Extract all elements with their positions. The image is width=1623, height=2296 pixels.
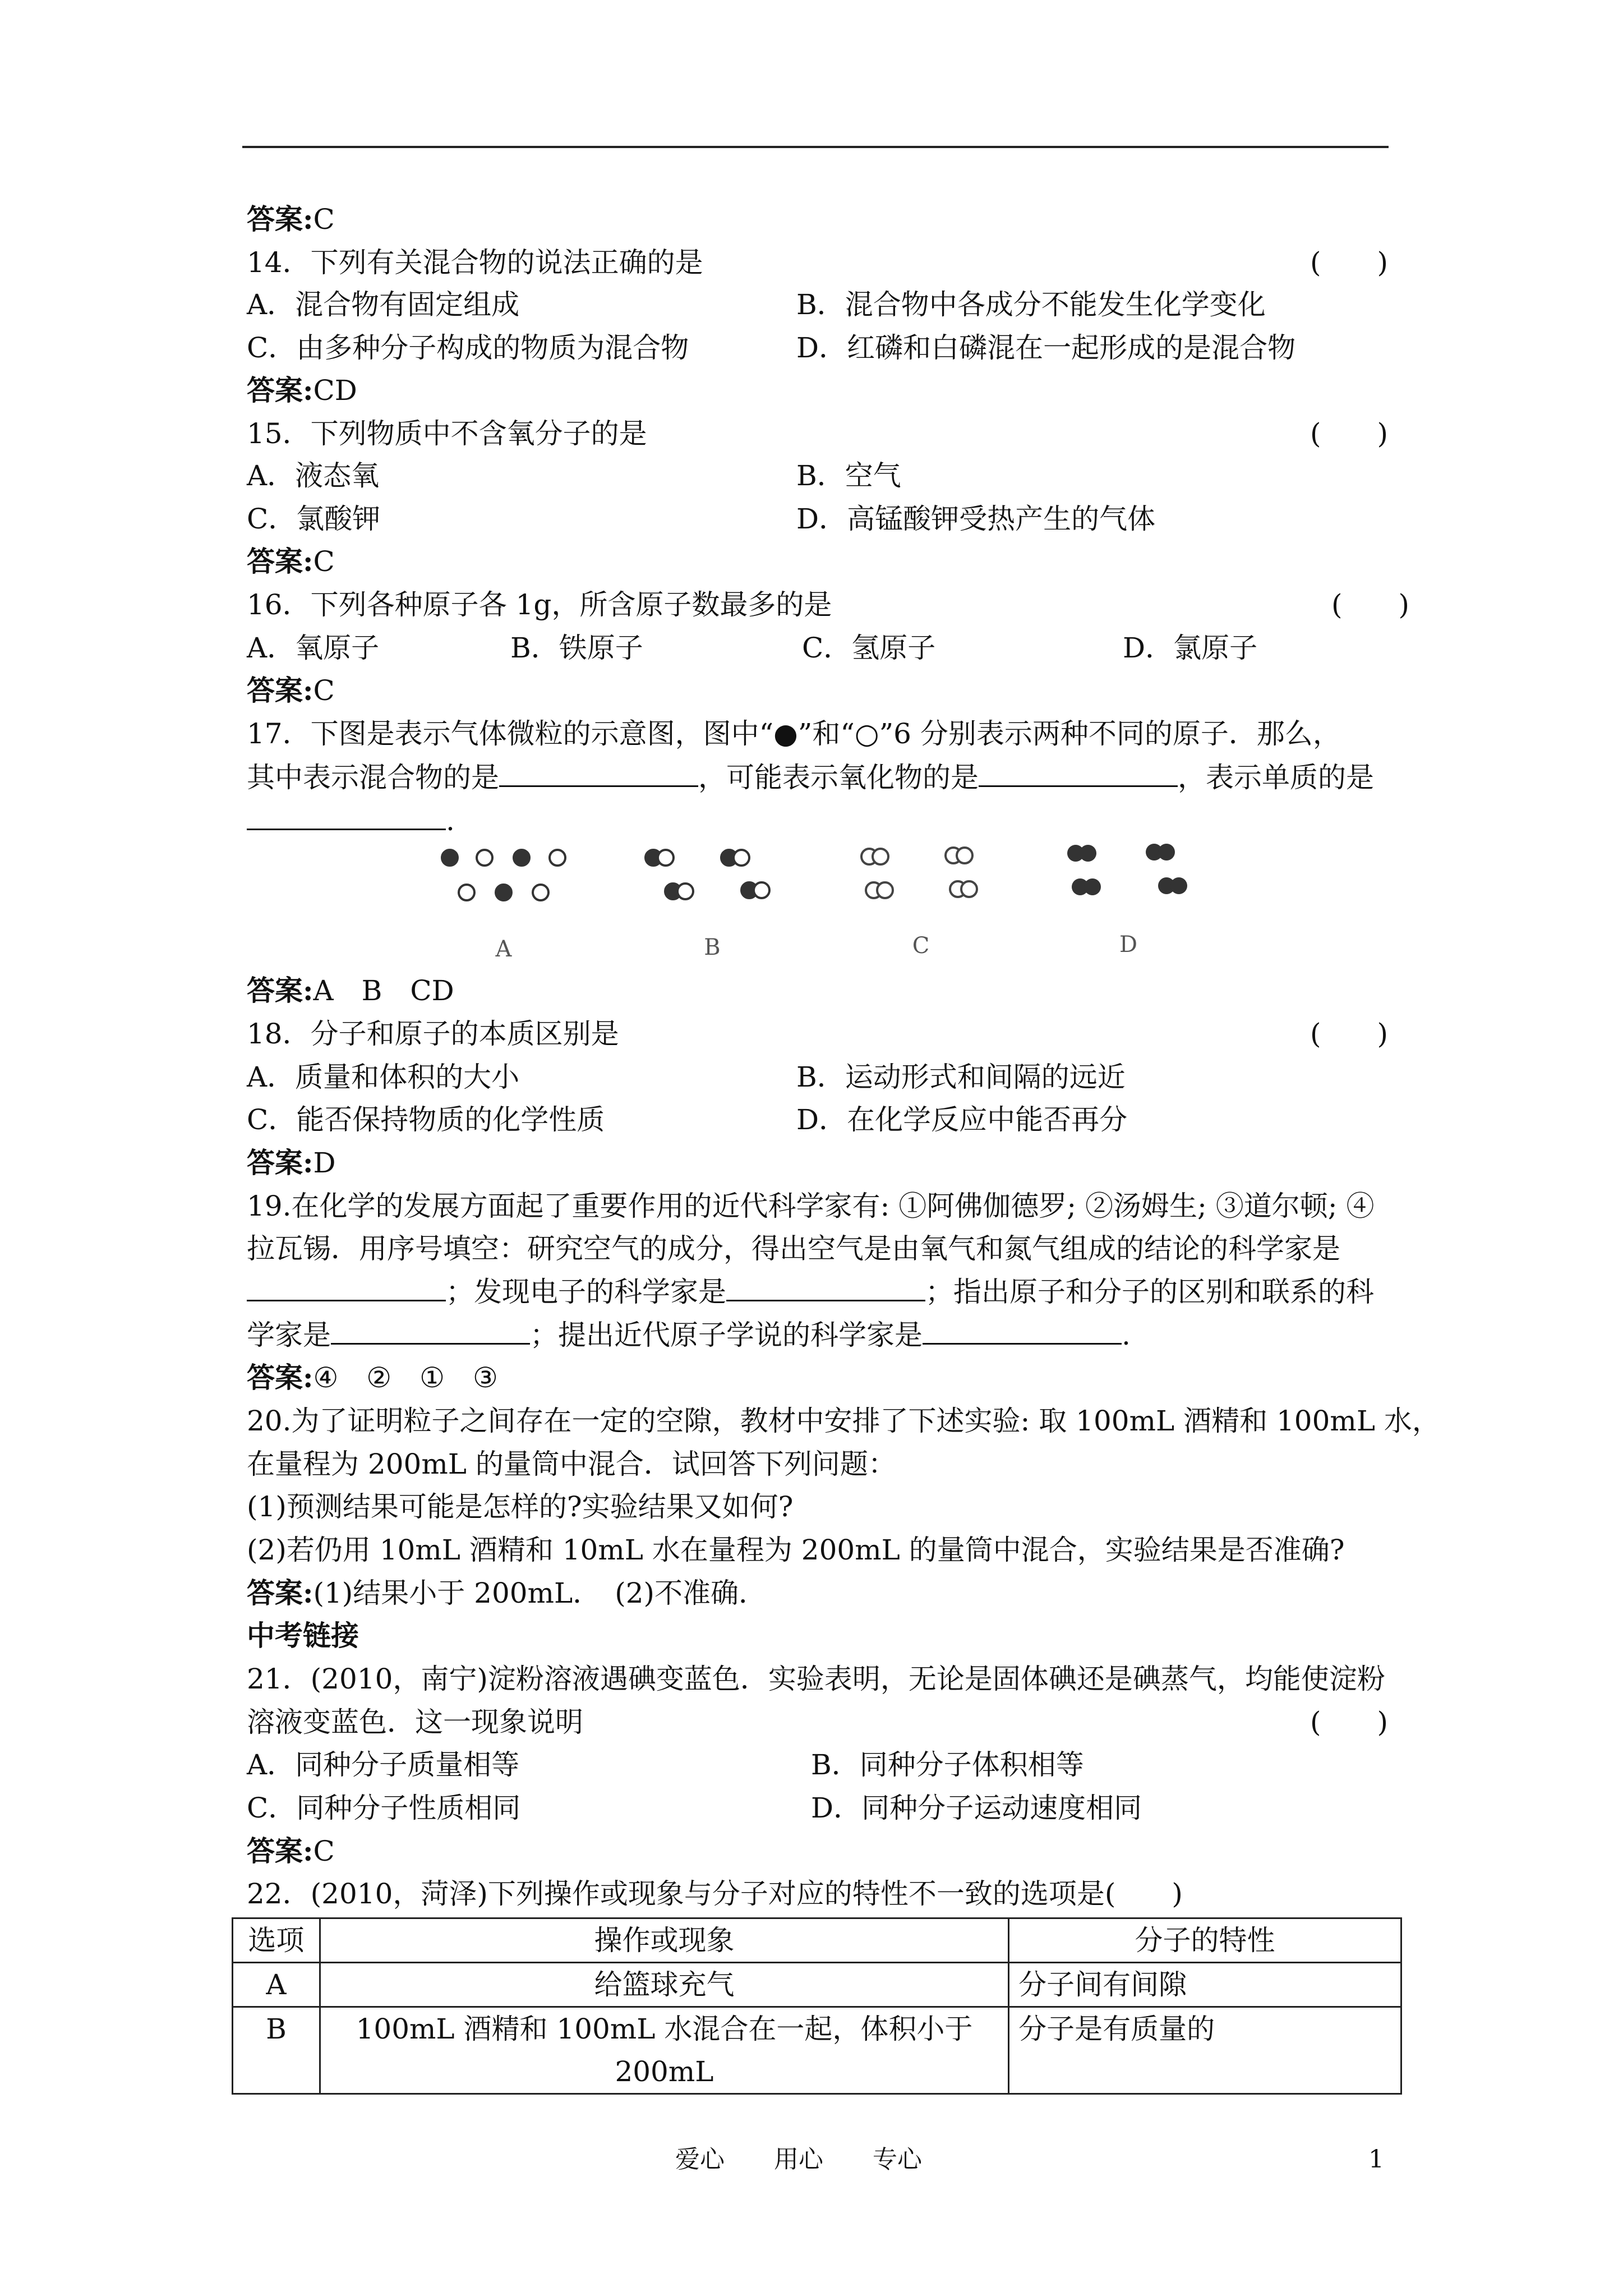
q19-blank-2[interactable] — [726, 1272, 925, 1301]
q16-paren: ( ) — [1331, 588, 1410, 621]
q18-stem: 18．分子和原子的本质区别是 — [247, 1018, 619, 1050]
q19-line1: 19.在化学的发展方面起了重要作用的近代科学家有: ①阿佛伽德罗; ②汤姆生; ③道尔顿; ④ — [247, 1190, 1375, 1222]
q15-option-d: D．高锰酸钾受热产生的气体 — [796, 503, 1156, 535]
footer-slogan: 爱心 用心 专心 — [675, 2145, 922, 2174]
q20-line4: (2)若仍用 10mL 酒精和 10mL 水在量程为 200mL 的量筒中混合，实验结果是否准确? — [247, 1534, 1345, 1566]
q16-option-c: C．氢原子 — [802, 632, 936, 664]
q15-paren: ( ) — [1310, 417, 1389, 450]
q19-blank-1[interactable] — [247, 1272, 446, 1301]
q19-answer: 答案:④ ② ① ③ — [247, 1361, 498, 1394]
q18-answer: 答案:D — [247, 1146, 336, 1179]
q16-option-b: B．铁原子 — [510, 632, 643, 664]
q21-option-c: C．同种分子性质相同 — [247, 1792, 521, 1824]
row-option: B — [233, 2007, 320, 2094]
table-row — [233, 1963, 1401, 2007]
q14-option-d: D．红磷和白磷混在一起形成的是混合物 — [796, 332, 1296, 364]
q22-stem: 22．(2010，菏泽)下列操作或现象与分子对应的特性不一致的选项是( ) — [247, 1878, 1183, 1910]
q13-answer: 答案:C — [247, 203, 335, 236]
molecule-label-d: D — [1119, 932, 1138, 958]
q17-blank-oxide[interactable] — [979, 757, 1178, 787]
row-property: 分子是有质量的 — [1009, 2007, 1401, 2094]
q21-answer: 答案:C — [247, 1834, 335, 1867]
q15-option-b: B．空气 — [796, 459, 901, 492]
header-rule — [242, 146, 1389, 148]
header-option: 选项 — [233, 1918, 320, 1963]
q16-answer: 答案:C — [247, 674, 335, 707]
section-title: 中考链接 — [247, 1619, 359, 1652]
q21-option-d: D．同种分子运动速度相同 — [811, 1792, 1142, 1824]
table-header-row — [233, 1918, 1401, 1963]
q14-answer: 答案:CD — [247, 374, 357, 407]
molecule-group-a — [442, 850, 565, 900]
q19-line4: 学家是 ；提出近代原子学说的科学家是 . — [247, 1314, 1131, 1356]
q16-stem: 16．下列各种原子各 1g，所含原子数最多的是 — [247, 588, 832, 621]
q22-table — [232, 1917, 1402, 2095]
molecule-label-a: A — [495, 936, 512, 962]
q15-answer: 答案:C — [247, 545, 335, 578]
molecule-label-b: B — [704, 935, 721, 960]
table-row — [233, 2007, 1401, 2094]
q20-answer: 答案:(1)结果小于 200mL． (2)不准确． — [247, 1576, 767, 1609]
molecule-diagram — [432, 839, 1217, 968]
q20-line1: 20.为了证明粒子之间存在一定的空隙，教材中安排了下述实验: 取 100mL 酒精和 100mL 水， — [247, 1405, 1440, 1437]
q14-option-c: C．由多种分子构成的物质为混合物 — [247, 332, 689, 364]
q14-option-a: A．混合物有固定组成 — [247, 288, 520, 321]
molecule-group-c — [861, 848, 977, 898]
q21-line1: 21．(2010，南宁)淀粉溶液遇碘变蓝色．实验表明，无论是固体碘还是碘蒸气，均能使淀粉 — [247, 1663, 1385, 1695]
q21-option-b: B．同种分子体积相等 — [811, 1749, 1084, 1781]
q17-blank-mixture[interactable] — [499, 757, 698, 787]
molecule-label-c: C — [912, 933, 930, 959]
q19-line2: 拉瓦锡．用序号填空：研究空气的成分，得出空气是由氧气和氮气组成的结论的科学家是 — [247, 1232, 1340, 1265]
q21-paren: ( ) — [1310, 1706, 1389, 1738]
q16-option-d: D．氯原子 — [1123, 632, 1258, 664]
q18-option-a: A．质量和体积的大小 — [247, 1061, 520, 1093]
q15-option-a: A．液态氧 — [247, 459, 380, 492]
q19-blank-4[interactable] — [923, 1315, 1122, 1345]
q15-stem: 15．下列物质中不含氧分子的是 — [247, 417, 647, 450]
q17-answer: 答案:A B CD — [247, 974, 454, 1007]
row-operation: 100mL 酒精和 100mL 水混合在一起，体积小于 200mL — [320, 2007, 1008, 2094]
q17-line1: 17．下图是表示气体微粒的示意图，图中“●”和“○”6 分别表示两种不同的原子．那么， — [247, 717, 1341, 750]
molecule-group-b — [645, 850, 769, 899]
row-operation: 给篮球充气 — [320, 1963, 1008, 2007]
q19-line3: ；发现电子的科学家是 ；指出原子和分子的区别和联系的科 — [247, 1271, 1374, 1313]
q14-option-b: B．混合物中各成分不能发生化学变化 — [796, 288, 1266, 321]
header-operation: 操作或现象 — [320, 1918, 1008, 1963]
q16-option-a: A．氧原子 — [247, 632, 380, 664]
q20-line3: (1)预测结果可能是怎样的?实验结果又如何? — [247, 1490, 794, 1523]
q17-line2: 其中表示混合物的是 ，可能表示氧化物的是 ，表示单质的是 — [247, 756, 1374, 799]
q18-option-b: B．运动形式和间隔的远近 — [796, 1061, 1126, 1093]
q18-option-c: C．能否保持物质的化学性质 — [247, 1103, 605, 1136]
q19-blank-3[interactable] — [331, 1315, 530, 1345]
row-property: 分子间有间隙 — [1009, 1963, 1401, 2007]
q17-line3: . — [247, 799, 455, 842]
q14-stem: 14．下列有关混合物的说法正确的是 — [247, 246, 703, 279]
page-number: 1 — [1368, 2145, 1384, 2174]
q15-option-c: C．氯酸钾 — [247, 503, 381, 535]
row-option: A — [233, 1963, 320, 2007]
molecule-group-d — [1067, 844, 1187, 895]
q17-blank-element[interactable] — [247, 800, 446, 830]
q21-option-a: A．同种分子质量相等 — [247, 1749, 520, 1781]
q21-line2: 溶液变蓝色．这一现象说明 — [247, 1706, 583, 1738]
header-property: 分子的特性 — [1009, 1918, 1401, 1963]
q20-line2: 在量程为 200mL 的量筒中混合．试回答下列问题： — [247, 1448, 896, 1480]
q18-option-d: D．在化学反应中能否再分 — [796, 1103, 1128, 1136]
q18-paren: ( ) — [1310, 1018, 1389, 1050]
q14-paren: ( ) — [1310, 246, 1389, 279]
